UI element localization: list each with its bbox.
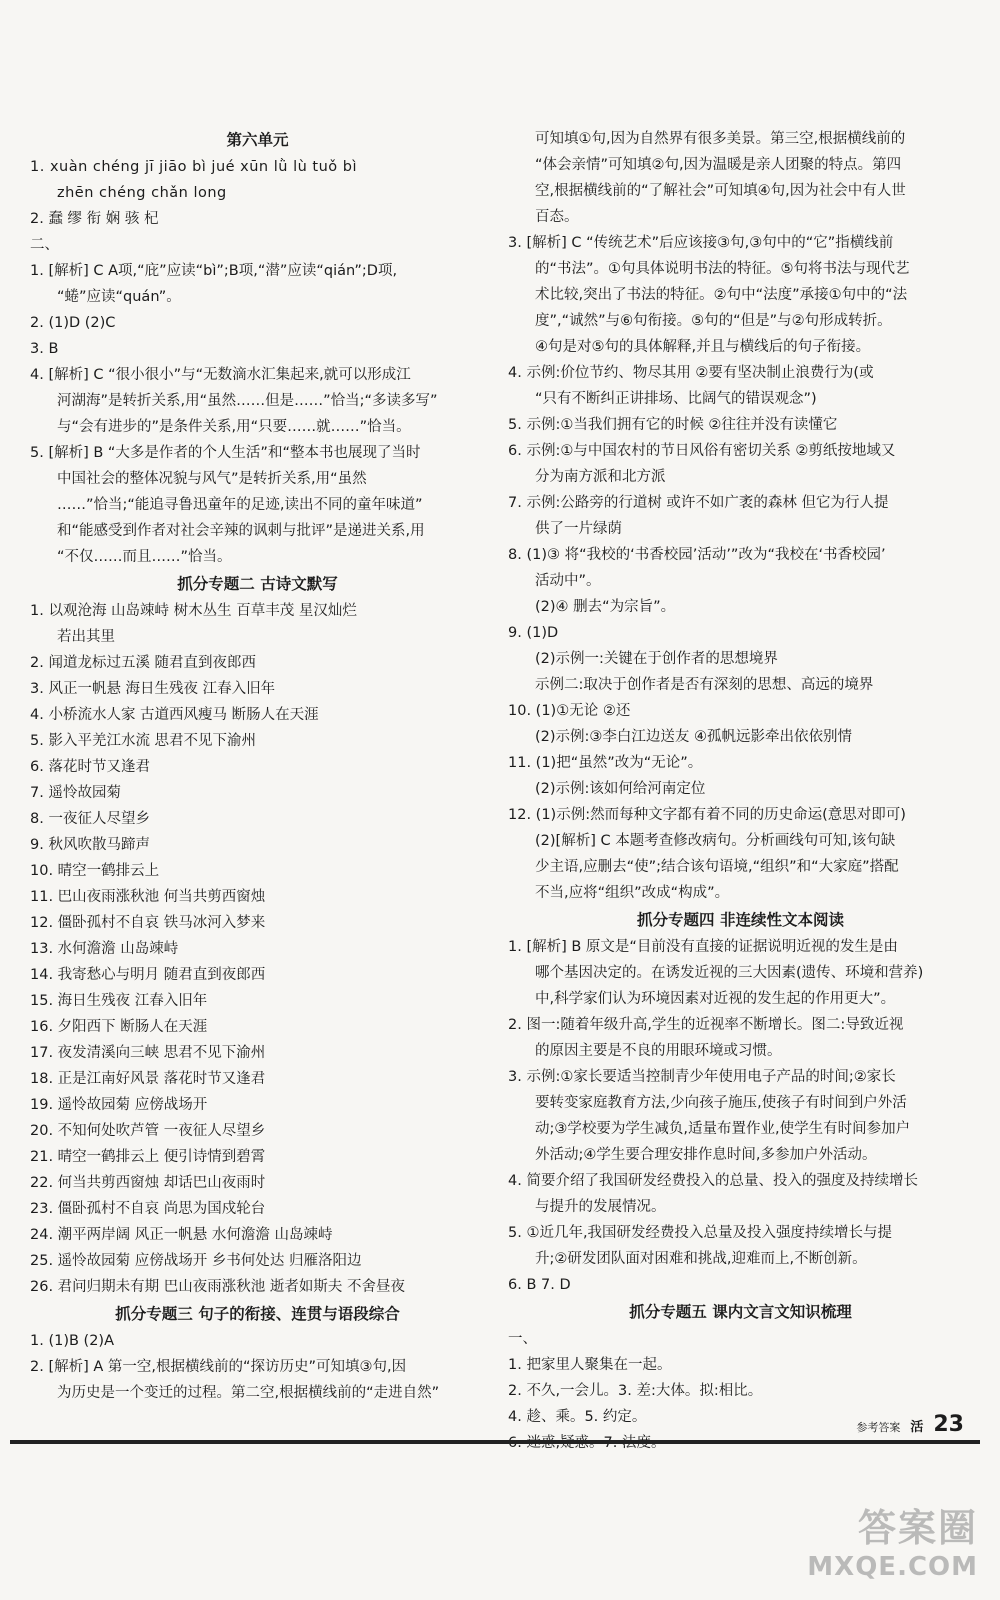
footer-label: 参考答案 [856,1421,901,1434]
answer-line: 可知填①句,因为自然界有很多美景。第三空,根据横线前的 [535,131,906,147]
answer-line: 2. [解析] A 第一空,根据横线前的“探访历史”可知填③句,因 [30,1359,407,1375]
answer-line: 8. 一夜征人尽望乡 [30,811,150,827]
watermark-url: MXQE.COM [807,1552,978,1582]
answer-line: 22. 何当共剪西窗烛 却话巴山夜雨时 [30,1175,266,1191]
left-column [30,126,485,1406]
answer-line: 与提升的发展情况。 [535,1199,666,1215]
answer-line: (2)④ 删去“为宗旨”。 [535,599,676,615]
answer-line: 4. [解析] C “很小很小”与“无数滴水汇集起来,就可以形成江 [30,367,411,383]
answer-line: 河湖海”是转折关系,用“虽然……但是……”恰当;“多读多写” [57,393,438,409]
answer-line: 7. 示例:公路旁的行道树 或许不如广袤的森林 但它为行人提 [508,495,889,511]
answer-line: 23. 僵卧孤村不自哀 尚思为国戍轮台 [30,1201,266,1217]
answer-line: 11. (1)把“虽然”改为“无论”。 [508,755,703,771]
answer-line: 4. 示例:价位节约、物尽其用 ②要有坚决制止浪费行为(或 [508,365,874,381]
answer-line: 2. (1)D (2)C [30,315,116,331]
answer-line: 哪个基因决定的。在诱发近视的三大因素(遗传、环境和营养) [535,965,924,981]
answer-line: 二、 [30,237,59,253]
answer-line: 5. [解析] B “大多是作者的个人生活”和“整本书也展现了当时 [30,445,421,461]
answer-line: 1. [解析] C A项,“庇”应读“bì”;B项,“潜”应读“qián”;D项, [30,263,398,279]
section-heading: 抓分专题五 课内文言文知识梳理 [629,1303,852,1321]
answer-line: 26. 君问归期未有期 巴山夜雨涨秋池 逝者如斯夫 不舍昼夜 [30,1279,405,1295]
answer-line: 10. 晴空一鹤排云上 [30,863,160,879]
answer-line: 分为南方派和北方派 [535,469,666,485]
answer-line: 要转变家庭教育方法,少向孩子施压,使孩子有时间到户外活 [535,1095,907,1111]
section-heading: 抓分专题四 非连续性文本阅读 [637,911,844,929]
bottom-rule [10,1440,980,1444]
answer-line: 动;③学校要为学生减负,适量布置作业,使学生有时间参加户 [535,1121,911,1137]
footer-huo: 活 [910,1420,924,1435]
answer-line: 17. 夜发清溪向三峡 思君不见下渝州 [30,1045,266,1061]
answer-line: 的原因主要是不良的用眼环境或习惯。 [535,1043,782,1059]
answer-line: zhēn chéng chǎn long [57,185,227,201]
answer-line: 4. 趁、乘。5. 约定。 [508,1409,647,1425]
answer-line: “不仅……而且……”恰当。 [57,549,232,565]
answer-line: 为历史是一个变迁的过程。第二空,根据横线前的“走进自然” [57,1385,440,1401]
right-column [508,126,973,1456]
answer-line: 少主语,应删去“使”;结合该句语境,“组织”和“大家庭”搭配 [535,859,899,875]
answer-line: 8. (1)③ 将“我校的‘书香校园’活动’”改为“我校在‘书香校园’ [508,547,886,563]
answer-line: 3. 示例:①家长要适当控制青少年使用电子产品的时间;②家长 [508,1069,896,1085]
page-number: 23 [933,1412,964,1437]
answer-line: 5. 影入平羌江水流 思君不见下渝州 [30,733,257,749]
page-footer [856,1412,964,1437]
answer-line: 5. ①近几年,我国研发经费投入总量及投入强度持续增长与提 [508,1225,893,1241]
answer-line: 百态。 [535,209,579,225]
answer-line: 1. [解析] B 原文是“目前没有直接的证据说明近视的发生是由 [508,939,898,955]
answer-line: 20. 不知何处吹芦管 一夜征人尽望乡 [30,1123,266,1139]
answer-line: “体会亲情”可知填②句,因为温暖是亲人团聚的特点。第四 [535,157,902,173]
answer-line: 一、 [508,1331,537,1347]
answer-line: 3. 风正一帆悬 海日生残夜 江春入旧年 [30,681,276,697]
answer-line: 18. 正是江南好风景 落花时节又逢君 [30,1071,266,1087]
answer-line: 3. [解析] C “传统艺术”后应该接③句,③句中的“它”指横线前 [508,235,894,251]
answer-line: 13. 水何澹澹 山岛竦峙 [30,941,179,957]
answer-line: (2)[解析] C 本题考查修改病句。分析画线句可知,该句缺 [535,833,896,849]
answer-line: (2)示例:该如何给河南定位 [535,781,706,797]
answer-line: 12. 僵卧孤村不自哀 铁马冰河入梦来 [30,915,266,931]
answer-line: 空,根据横线前的“了解社会”可知填④句,因为社会中有人世 [535,183,906,199]
answer-line: 度”,“诚然”与⑥句衔接。⑤句的“但是”与②句形成转折。 [535,313,892,329]
answer-line: 7. 遥怜故园菊 [30,785,121,801]
answer-line: 3. B [30,341,59,357]
answer-line: “只有不断纠正讲排场、比阔气的错误观念”) [535,391,817,407]
watermark-title: 答案圈 [857,1505,978,1550]
answer-line: (2)示例:③李白江边送友 ④孤帆远影牵出依依别情 [535,729,853,745]
answer-line: 1. xuàn chéng jī jiāo bì jué xūn lǜ lù tuǒ bì [30,159,357,175]
answer-line: 中,科学家们认为环境因素对近视的发生起的作用更大”。 [535,991,896,1007]
answer-line: 9. 秋风吹散马蹄声 [30,837,150,853]
answer-line: 19. 遥怜故园菊 应傍战场开 [30,1097,208,1113]
answer-line: 2. 闻道龙标过五溪 随君直到夜郎西 [30,655,257,671]
answer-line: 21. 晴空一鹤排云上 便引诗情到碧霄 [30,1149,266,1165]
answer-line: 11. 巴山夜雨涨秋池 何当共剪西窗烛 [30,889,266,905]
answer-line: “蜷”应读“quán”。 [57,289,181,305]
watermark [807,1497,978,1582]
answer-line: ……”恰当;“能追寻鲁迅童年的足迹,读出不同的童年味道” [57,497,423,513]
answer-line: 不当,应将“组织”改成“构成”。 [535,885,730,901]
answer-line: 25. 遥怜故园菊 应傍战场开 乡书何处达 归雁洛阳边 [30,1253,362,1269]
answer-line: 术比较,突出了书法的特征。②句中“法度”承接①句中的“法 [535,287,908,303]
answer-line: 和“能感受到作者对社会辛辣的讽刺与批评”是递进关系,用 [57,523,425,539]
answer-line: 4. 简要介绍了我国研发经费投入的总量、投入的强度及持续增长 [508,1173,918,1189]
answer-line: 外活动;④学生要合理安排作息时间,多参加户外活动。 [535,1147,877,1163]
answer-line: 1. 把家里人聚集在一起。 [508,1357,672,1373]
section-heading: 抓分专题二 古诗文默写 [177,575,338,593]
answer-line: 16. 夕阳西下 断肠人在天涯 [30,1019,208,1035]
answer-line: 2. 图一:随着年级升高,学生的近视率不断增长。图二:导致近视 [508,1017,904,1033]
answer-line: ④句是对⑤句的具体解释,并且与横线后的句子衔接。 [535,339,871,355]
answer-line: 1. 以观沧海 山岛竦峙 树木丛生 百草丰茂 星汉灿烂 [30,603,357,619]
section-heading: 第六单元 [226,131,289,149]
answer-line: 升;②研发团队面对困难和挑战,迎难而上,不断创新。 [535,1251,867,1267]
answer-line: 14. 我寄愁心与明月 随君直到夜郎西 [30,967,266,983]
answer-line: 的“书法”。①句具体说明书法的特征。⑤句将书法与现代艺 [535,261,910,277]
answer-line: 6. 示例:①与中国农村的节日风俗有密切关系 ②剪纸按地域又 [508,443,896,459]
section-heading: 抓分专题三 句子的衔接、连贯与语段综合 [115,1305,400,1323]
answer-line: 示例二:取决于创作者是否有深刻的思想、高远的境界 [535,677,874,693]
answer-line: 1. (1)B (2)A [30,1333,114,1349]
answer-line: 24. 潮平两岸阔 风正一帆悬 水何澹澹 山岛竦峙 [30,1227,333,1243]
answer-line: 中国社会的整体况貌与风气”是转折关系,用“虽然 [57,471,367,487]
answer-line: 5. 示例:①当我们拥有它的时候 ②往往并没有读懂它 [508,417,838,433]
answer-line: 活动中”。 [535,573,601,589]
answer-line: 4. 小桥流水人家 古道西风瘦马 断肠人在天涯 [30,707,319,723]
answer-line: 若出其里 [57,629,115,645]
answer-line: (2)示例一:关键在于创作者的思想境界 [535,651,778,667]
answer-line: 15. 海日生残夜 江春入旧年 [30,993,208,1009]
answer-line: 2. 不久,一会儿。3. 差:大体。拟:相比。 [508,1383,763,1399]
answer-line: 6. B 7. D [508,1277,571,1293]
answer-line: 10. (1)①无论 ②还 [508,703,631,719]
answer-line: 6. 落花时节又逢君 [30,759,150,775]
answer-line: 供了一片绿荫 [535,521,622,537]
answer-line: 与“会有进步的”是条件关系,用“只要……就……”恰当。 [57,419,411,435]
answer-line: 9. (1)D [508,625,559,641]
answer-line: 2. 蠢 缪 衔 娴 骇 杞 [30,211,159,227]
answer-line: 12. (1)示例:然而每种文字都有着不同的历史命运(意思对即可) [508,807,906,823]
